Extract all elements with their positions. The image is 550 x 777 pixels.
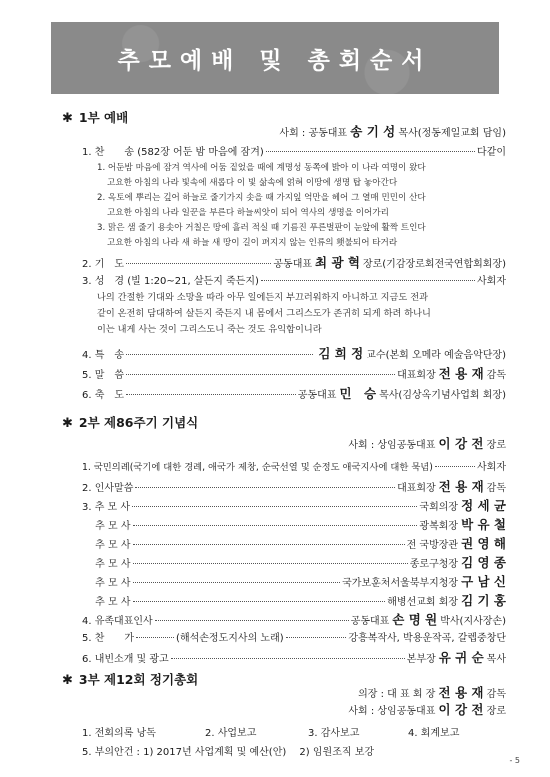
leader-dots xyxy=(132,506,417,507)
verse-line: 2. 옥토에 뿌리는 깊어 하늘로 줄기가지 솟을 때 가지잎 억만을 헤어 그 열매 민민이 산다 xyxy=(97,193,426,203)
program-name: 권 영 해 xyxy=(461,536,506,551)
program-label: 1. 국민의례(국기에 대한 경례, 애국가 제창, 순국선열 및 순정도 애국지사에 대한 묵념) xyxy=(82,462,433,473)
program-label: 추 모 사 xyxy=(82,559,131,570)
program-name: 김 영 종 xyxy=(461,555,506,570)
leader-dots xyxy=(126,263,271,264)
program-label: 추 모 사 xyxy=(82,521,131,532)
program-label: 추 모 사 xyxy=(82,597,131,608)
hymn-row xyxy=(82,143,506,158)
blessing-post: 목사(김상옥기념사업회 회장) xyxy=(379,390,506,401)
agenda-item: 4. 회계보고 xyxy=(408,728,460,739)
program-name: 손 명 원 xyxy=(392,612,438,627)
sermon-row xyxy=(82,364,506,382)
verse-line: 고요한 아침의 나라 새 하늘 새 땅이 길이 펴지지 않는 인류의 횃불되어 타거라 xyxy=(107,238,398,248)
presider-role: 사회 : 상임공동대표 xyxy=(348,706,436,717)
presider-role: 사회 : 공동대표 xyxy=(279,128,348,139)
part1-heading xyxy=(62,108,128,126)
verse-line: 1. 어둔밤 마음에 잠겨 역사에 어둠 짙었을 때에 계명성 동쪽에 밝아 이 나라 여명이 왔다 xyxy=(97,163,426,173)
leader-dots xyxy=(266,151,475,152)
program-label: 3. 추 모 사 xyxy=(82,502,131,513)
scripture-line: 이는 내게 사는 것이 그리스도니 죽는 것도 유익함이니라 xyxy=(97,324,322,335)
prayer-label: 2. 기 도 xyxy=(82,259,125,270)
presider-title: 장로 xyxy=(486,706,506,717)
leader-dots xyxy=(126,394,296,395)
presider-role: 사회 : 상임공동대표 xyxy=(348,440,436,451)
program-pre: 사회자 xyxy=(477,462,506,473)
special-post: 교수(본회 오메라 예술음악단장) xyxy=(366,350,506,361)
leader-dots xyxy=(133,525,418,526)
program-row xyxy=(82,458,506,473)
special-label: 4. 특 송 xyxy=(82,350,125,361)
verse-line: 고요한 아침의 나라 일꾼을 부른다 하늘씨앗이 되어 역사의 생명을 이어가리 xyxy=(107,208,389,218)
blessing-pre: 공동대표 xyxy=(297,390,337,401)
program-row xyxy=(82,553,506,571)
program-post: 박사(지사장손) xyxy=(440,616,506,627)
part3-heading-text: 3부 제12회 정기총회 xyxy=(78,672,199,687)
blessing-name: 민 승 xyxy=(339,386,377,401)
asterisk-icon: ✱ xyxy=(62,416,73,431)
program-name: 박 유 철 xyxy=(461,517,506,532)
leader-dots xyxy=(261,280,475,281)
chair-role: 의장 : 대 표 회 장 xyxy=(358,689,436,700)
agenda-item: 2. 사업보고 xyxy=(205,728,257,739)
program-pre: 국가보훈처서울북부지청장 xyxy=(342,578,459,589)
program-label: 5. 찬 가 xyxy=(82,633,135,644)
program-row xyxy=(82,477,506,495)
program-pre: 해병선교회 회장 xyxy=(387,597,459,608)
program-row xyxy=(82,534,506,552)
program-pre: 광복회장 xyxy=(419,521,459,532)
scripture-line: 나의 간절한 기대와 소망을 따라 아무 일에든지 부끄러워하지 아니하고 지금도 전과 xyxy=(97,292,428,303)
program-name: 전 용 재 xyxy=(438,479,484,494)
part3-chair xyxy=(358,683,506,701)
program-row xyxy=(82,629,506,644)
part2-heading xyxy=(62,413,198,431)
chair-title: 감독 xyxy=(486,689,506,700)
program-pre: 대표회장 xyxy=(397,483,436,494)
agenda-item: 3. 감사보고 xyxy=(308,728,360,739)
scripture-line: 같이 온전히 담대하여 살든지 죽든지 내 몸에서 그리스도가 존귀히 되게 하려 하나니 xyxy=(97,308,431,319)
prayer-pre: 공동대표 xyxy=(273,259,313,270)
scripture-text xyxy=(97,290,431,338)
hymn-label: 1. 찬 송 (582장 어둔 밤 마음에 잠겨) xyxy=(82,147,264,158)
prayer-name: 최 광 혁 xyxy=(315,255,360,270)
program-row xyxy=(82,496,506,514)
part2-heading-text: 2부 제86주기 기념식 xyxy=(78,415,199,430)
leader-dots xyxy=(133,563,408,564)
program-post: 감독 xyxy=(486,483,506,494)
program-row xyxy=(82,572,506,590)
scripture-label: 3. 성 경 (빌 1:20~21, 살든지 죽든지) xyxy=(82,276,259,287)
banner-title: 추모예배 및 총회순서 xyxy=(117,47,433,74)
leader-dots xyxy=(171,658,405,659)
leader-dots xyxy=(133,582,341,583)
leader-dots xyxy=(133,601,386,602)
page-number: - 5 xyxy=(509,756,520,765)
program-row xyxy=(82,610,506,628)
part1-presider xyxy=(279,122,506,140)
program-pre: 종로구청장 xyxy=(409,559,459,570)
special-song-row xyxy=(82,344,506,362)
sermon-pre: 대표회장 xyxy=(397,370,436,381)
scripture-right: 사회자 xyxy=(477,276,506,287)
leader-dots xyxy=(133,544,405,545)
leader-dots xyxy=(126,374,395,375)
program-pre: 공동대표 xyxy=(350,616,390,627)
program-post: 목사 xyxy=(486,654,506,665)
leader-dots xyxy=(135,487,395,488)
sermon-name: 전 용 재 xyxy=(438,366,484,381)
asterisk-icon: ✱ xyxy=(62,111,73,126)
prayer-row xyxy=(82,253,506,271)
blessing-label: 6. 축 도 xyxy=(82,390,125,401)
presider-name: 이 강 전 xyxy=(438,436,484,451)
part3-presider xyxy=(348,700,506,718)
leader-dots xyxy=(286,637,347,638)
hymn-right: 다같이 xyxy=(477,147,506,158)
program-row xyxy=(82,515,506,533)
title-banner xyxy=(51,22,499,94)
program-label: 추 모 사 xyxy=(82,540,131,551)
scripture-row xyxy=(82,272,506,287)
program-mid: (해석손정도지사의 노래) xyxy=(176,633,284,644)
leader-dots xyxy=(155,620,349,621)
program-label: 추 모 사 xyxy=(82,578,131,589)
program-label: 2. 인사말씀 xyxy=(82,483,134,494)
verse-line: 고요한 아침의 나라 빛속에 새롭다 이 빛 삶속에 얽혀 이땅에 생명 탑 놓아간다 xyxy=(107,178,398,188)
program-pre: 국회의장 xyxy=(419,502,459,513)
asterisk-icon: ✱ xyxy=(62,673,73,688)
program-pre: 본부장 xyxy=(406,654,436,665)
leader-dots xyxy=(136,637,174,638)
program-name: 구 남 신 xyxy=(461,574,506,589)
prayer-post: 장로(기감장로회전국연합회회장) xyxy=(362,259,506,270)
program-label: 4. 유족대표인사 xyxy=(82,616,153,627)
hymn-verses xyxy=(97,161,426,251)
part1-heading-text: 1부 예배 xyxy=(78,110,129,125)
presider-title: 목사(정동제일교회 담임) xyxy=(398,128,506,139)
agenda-item: 5. 부의안건 : 1) 2017년 사업계획 및 예산(안) 2) 임원조직 보강 xyxy=(82,747,375,758)
leader-dots xyxy=(435,466,475,467)
part3-heading xyxy=(62,670,198,688)
program-label: 6. 내빈소개 및 광고 xyxy=(82,654,169,665)
presider-name: 이 강 전 xyxy=(438,702,484,717)
special-name: 김 희 정 xyxy=(318,346,364,361)
chair-name: 전 용 재 xyxy=(438,685,484,700)
program-name: 유 귀 순 xyxy=(438,650,484,665)
program-name: 정 세 균 xyxy=(461,498,506,513)
program-pre: 전 국방장관 xyxy=(406,540,459,551)
leader-dots xyxy=(126,354,313,355)
presider-name: 송 기 성 xyxy=(350,124,396,139)
verse-line: 3. 맑은 샘 줄기 용솟아 거칠은 땅에 흘러 적실 때 기름진 푸른벌판이 눈앞에 활짝 트인다 xyxy=(97,223,426,233)
program-row xyxy=(82,591,506,609)
part2-presider xyxy=(348,434,506,452)
blessing-row xyxy=(82,384,506,402)
program-row xyxy=(82,648,506,666)
presider-title: 장로 xyxy=(486,440,506,451)
program-name: 김 기 홍 xyxy=(461,593,506,608)
sermon-label: 5. 말 씀 xyxy=(82,370,125,381)
program-pre: 강흥복작사, 박용운작곡, 갈렙중창단 xyxy=(348,633,506,644)
agenda-item: 1. 전회의록 낭독 xyxy=(82,728,156,739)
sermon-post: 감독 xyxy=(486,370,506,381)
